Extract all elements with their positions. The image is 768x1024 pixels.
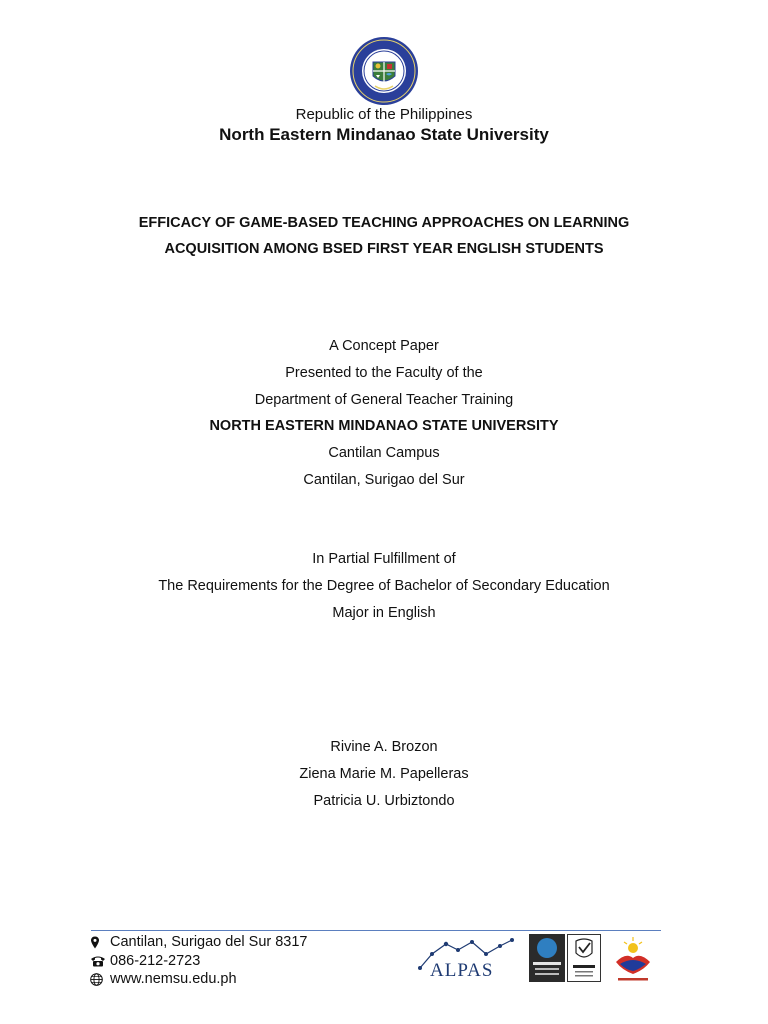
telephone-icon xyxy=(90,953,110,969)
university-name: North Eastern Mindanao State University xyxy=(219,125,549,144)
phone-row xyxy=(90,952,308,971)
paper-title-line-1: EFFICACY OF GAME-BASED TEACHING APPROACHES ON LEARNING xyxy=(138,215,630,231)
fulfillment-line: In Partial Fulfillment of xyxy=(312,551,456,567)
presentation-line: Cantilan, Surigao del Sur xyxy=(303,471,465,488)
author-name: Patricia U. Urbiztondo xyxy=(313,792,455,809)
fulfillment-block xyxy=(0,546,768,626)
footer-divider xyxy=(91,930,661,931)
university-seal-logo xyxy=(349,36,419,106)
authors-block xyxy=(0,734,768,814)
bagong-pilipinas-logo xyxy=(608,934,658,984)
presentation-line: A Concept Paper xyxy=(329,338,439,354)
paper-title-line-2: ACQUISITION AMONG BSED FIRST YEAR ENGLISH STUDENTS xyxy=(164,241,604,257)
presentation-line: Department of General Teacher Training xyxy=(254,391,514,408)
presentation-line: NORTH EASTERN MINDANAO STATE UNIVERSITY xyxy=(209,418,559,435)
author-name: Rivine A. Brozon xyxy=(330,739,438,755)
fulfillment-line: Major in English xyxy=(332,604,436,621)
website-row xyxy=(90,970,308,989)
alpas-logo-text: ALPAS xyxy=(430,960,494,981)
location-pin-icon xyxy=(90,934,110,950)
presentation-block xyxy=(0,333,768,494)
paper-title xyxy=(0,210,768,262)
footer-address: Cantilan, Surigao del Sur 8317 xyxy=(110,934,308,950)
footer-phone: 086-212-2723 xyxy=(110,952,201,969)
footer-website[interactable]: www.nemsu.edu.ph xyxy=(110,971,237,987)
republic-line: Republic of the Philippines xyxy=(295,106,473,123)
footer-contacts xyxy=(90,933,308,989)
iso-certification-logo xyxy=(529,934,565,982)
ukas-certification-logo xyxy=(567,934,601,982)
globe-icon xyxy=(90,971,110,987)
fulfillment-line: The Requirements for the Degree of Bachelor of Secondary Education xyxy=(158,577,610,594)
presentation-line: Cantilan Campus xyxy=(328,445,440,462)
presentation-line: Presented to the Faculty of the xyxy=(285,364,483,381)
address-row xyxy=(90,933,308,952)
author-name: Ziena Marie M. Papelleras xyxy=(299,765,469,782)
